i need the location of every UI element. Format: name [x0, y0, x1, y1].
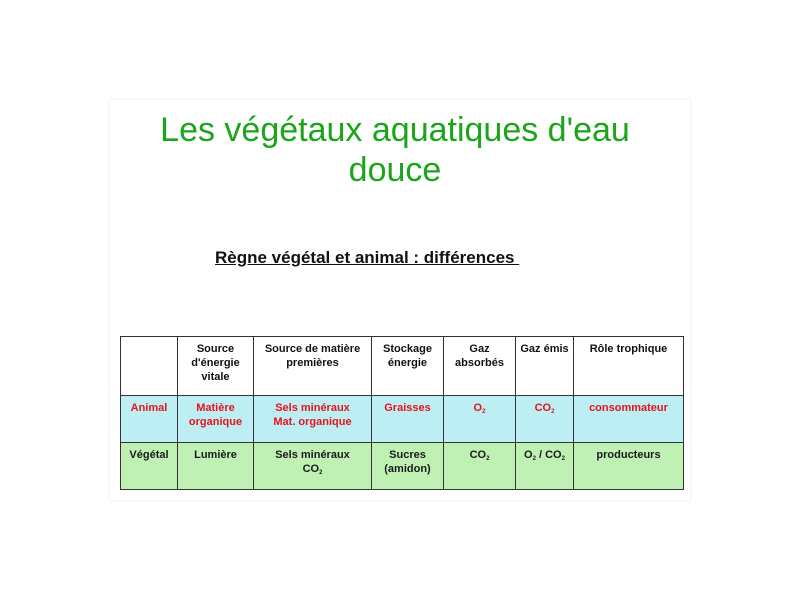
- cell-vegetal-energy: Lumière: [178, 443, 254, 490]
- cell-vegetal-gas-in: [444, 443, 516, 490]
- animal-gas-out-formula: CO: [534, 402, 552, 414]
- cell-vegetal-matter: [254, 443, 372, 490]
- table-row-animal: [121, 396, 684, 443]
- comparison-table: [120, 336, 684, 490]
- cell-animal-matter: [254, 396, 372, 443]
- title-line-2: douce: [348, 151, 442, 189]
- slide-title: [115, 110, 675, 190]
- table-row-vegetal: [121, 443, 684, 490]
- header-matter-source: Source de matière premières: [254, 337, 372, 396]
- header-gas-emitted: Gaz émis: [516, 337, 574, 396]
- header-empty: [121, 337, 178, 396]
- row-label-animal: Animal: [121, 396, 178, 443]
- animal-gas-in-subscript: 2: [482, 409, 486, 415]
- vegetal-gas-in-subscript: 2: [486, 456, 490, 462]
- table-header-row: [121, 337, 684, 396]
- cell-vegetal-role: producteurs: [574, 443, 684, 490]
- vegetal-gas-out-a-subscript: 2: [532, 456, 536, 462]
- animal-gas-in-formula: O: [473, 402, 483, 414]
- animal-gas-out-subscript: 2: [551, 409, 555, 415]
- cell-animal-matter-line1: Sels minéraux: [275, 402, 350, 414]
- vegetal-matter-formula: CO: [302, 463, 320, 475]
- row-label-vegetal: Végétal: [121, 443, 178, 490]
- cell-animal-gas-out: [516, 396, 574, 443]
- header-energy-source: Source d'énergie vitale: [178, 337, 254, 396]
- vegetal-gas-out-a: O: [524, 449, 533, 461]
- vegetal-gas-out-b: CO: [545, 449, 562, 461]
- title-line-1: Les végétaux aquatiques d'eau: [160, 111, 630, 149]
- cell-vegetal-matter-line1: Sels minéraux: [275, 449, 350, 461]
- header-trophic-role: Rôle trophique: [574, 337, 684, 396]
- cell-animal-energy: Matière organique: [178, 396, 254, 443]
- header-gas-absorbed: Gaz absorbés: [444, 337, 516, 396]
- vegetal-gas-out-separator: /: [535, 449, 546, 461]
- cell-vegetal-storage: Sucres (amidon): [372, 443, 444, 490]
- slide-subtitle: Règne végétal et animal : différences: [215, 248, 520, 267]
- cell-animal-role: consommateur: [574, 396, 684, 443]
- header-energy-storage: Stockage énergie: [372, 337, 444, 396]
- cell-animal-matter-line2: Mat. organique: [273, 416, 352, 428]
- cell-animal-gas-in: [444, 396, 516, 443]
- cell-vegetal-gas-out: [516, 443, 574, 490]
- vegetal-matter-subscript: 2: [319, 470, 323, 476]
- vegetal-gas-in-formula: CO: [469, 449, 487, 461]
- vegetal-gas-out-b-subscript: 2: [561, 456, 565, 462]
- cell-animal-storage: Graisses: [372, 396, 444, 443]
- cell-vegetal-matter-line2: [257, 462, 368, 480]
